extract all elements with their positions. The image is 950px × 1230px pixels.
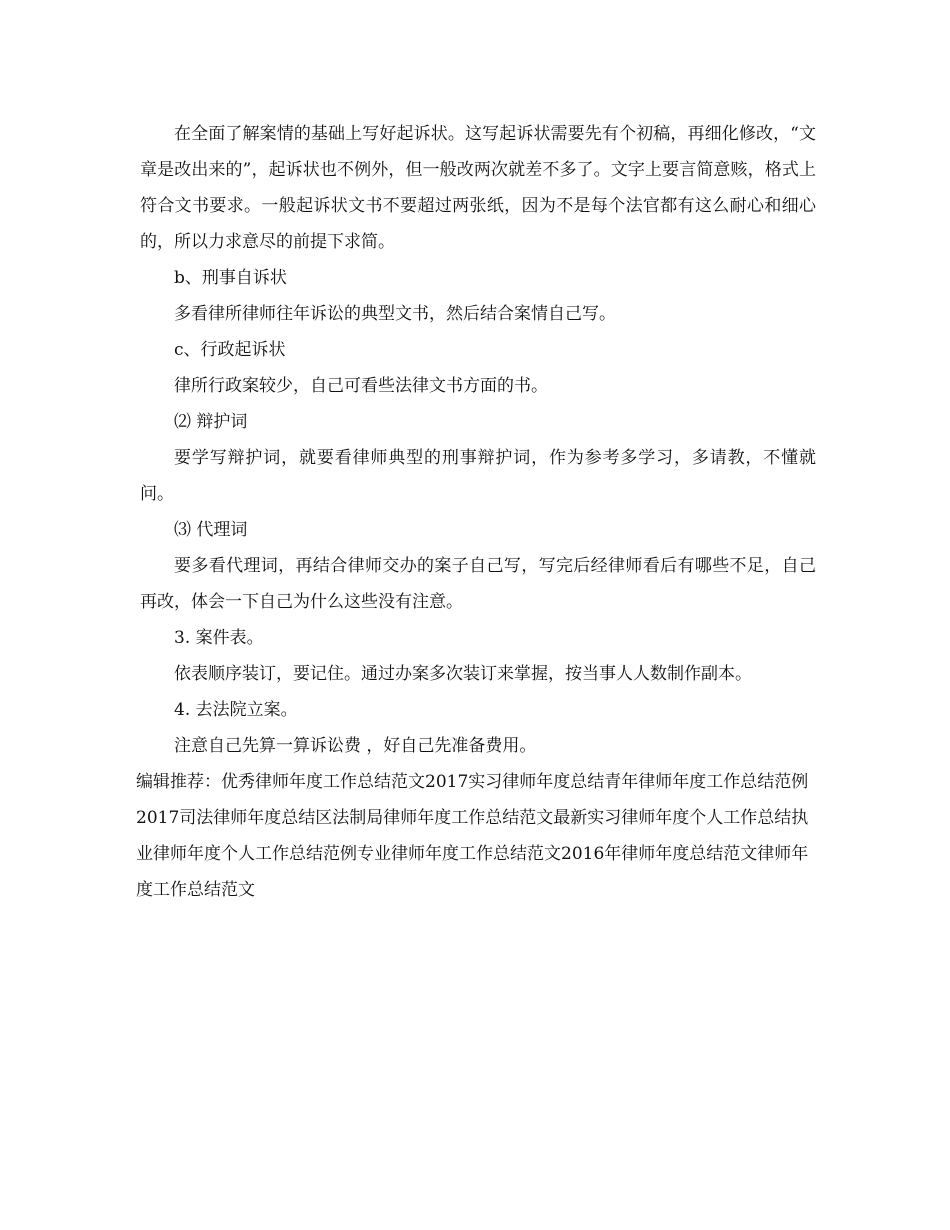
heading-criminal-complaint: b、刑事自诉状 [174,268,287,288]
heading-agency-statement: ⑶ 代理词 [174,520,248,540]
paragraph-court-filing: 注意自己先算一算诉讼费 ，好自己先准备费用。 [174,736,537,756]
paragraph-agency-statement: 要多看代理词，再结合律师交办的案子自己写，写完后经律师看后有哪些不足，自己再改，体会一下自己为什么这些没有注意。 [140,556,816,612]
heading-defense-statement: ⑵ 辩护词 [174,412,248,432]
paragraph-complaint-writing: 在全面了解案情的基础上写好起诉状。这写起诉状需要先有个初稿，再细化修改，“文章是改出来的”，起诉状也不例外，但一般改两次就差不多了。文字上要言简意赅，格式上符合文书要求。一般起诉状文书不要超过两张纸，因为不是每个法官都有这么耐心和细心的，所以力求意尽的前提下求简。 [140,124,816,252]
heading-case-form: 3. 案件表。 [174,628,264,648]
paragraph-criminal-complaint: 多看律所律师往年诉讼的典型文书，然后结合案情自己写。 [174,304,616,324]
document-page [136,116,816,908]
paragraph-administrative-complaint: 律所行政案较少，自己可看些法律文书方面的书。 [174,376,548,396]
heading-administrative-complaint: c、行政起诉状 [174,340,286,360]
editor-recommendation: 编辑推荐：优秀律师年度工作总结范文2017实习律师年度总结青年律师年度工作总结范例2017司法律师年度总结区法制局律师年度工作总结范文最新实习律师年度个人工作总结执业律师年度个人工作总结范例专业律师年度工作总结范文2016年律师年度总结范文律师年度工作总结范文 [136,772,809,900]
heading-court-filing: 4. 去法院立案。 [174,700,298,720]
paragraph-case-form: 依表顺序装订，要记住。通过办案多次装订来掌握，按当事人人数制作副本。 [174,664,752,684]
paragraph-defense-statement: 要学写辩护词，就要看律师典型的刑事辩护词，作为参考多学习，多请教，不懂就问。 [140,448,816,504]
